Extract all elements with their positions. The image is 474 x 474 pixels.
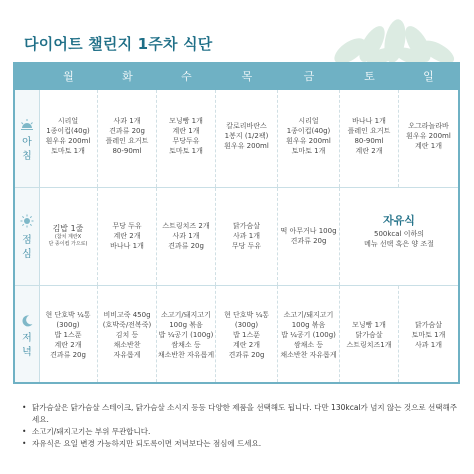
meal-label-char: 녁: [22, 347, 32, 358]
cell-line: 모닝빵 1개: [169, 117, 203, 125]
cell-line: 80-90ml: [112, 147, 142, 155]
cell-line: 견과류 20g: [290, 237, 327, 245]
free-meal-desc: 500kcal 이하의: [373, 230, 424, 238]
cell-line: 견과류 20g: [168, 242, 204, 250]
cell-line: 계란 2개: [54, 341, 82, 349]
cell-line: 현 단호박 ¼통: [45, 311, 91, 319]
cell-line: 밥 ¼공기 (100g): [281, 331, 336, 339]
cell-line: 비비고죽 450g: [103, 311, 151, 319]
cell-line: 1봉지 (1/2팩): [224, 132, 269, 140]
cell-line: 1종이컵(40g): [46, 127, 90, 135]
cell-line: 흰우유 200ml: [286, 137, 331, 145]
cell-line: 닭가슴살: [355, 331, 383, 339]
cell-line: 떡 아무거나 100g: [280, 227, 337, 235]
day-header: 수: [181, 70, 192, 83]
cell-line: (호박죽/전복죽): [102, 321, 152, 329]
free-meal-cell: [340, 188, 458, 285]
meal-label-char: 침: [22, 151, 32, 162]
cell-line: (참치 계란X: [54, 234, 82, 240]
cell-line: 스트링치즈1개: [346, 341, 392, 349]
day-header: 화: [122, 70, 133, 83]
cell-line: 플레인 요거트: [105, 137, 149, 145]
cell-line: 밥 1스푼: [233, 331, 260, 339]
day-header: 토: [364, 70, 375, 83]
notes-list: [22, 402, 462, 450]
meal-cell: [399, 90, 458, 187]
cell-line: 계란 2개: [355, 147, 383, 155]
cell-line: 사과 1개: [415, 341, 442, 349]
meal-cell: [216, 188, 278, 285]
cell-line: 사과 1개: [113, 117, 141, 125]
cell-line: 토마토 1개: [291, 147, 326, 155]
cell-line: 바나나 1개: [110, 242, 144, 250]
meal-cell: [157, 188, 216, 285]
meal-cell: [157, 90, 216, 187]
cell-line: 흰우유 200ml: [406, 132, 451, 140]
meal-cell: [340, 90, 399, 187]
day-header: 목: [241, 70, 253, 83]
meal-cell: [39, 286, 98, 382]
cell-line: 토마토 1개: [169, 147, 203, 155]
note-item: • 닭가슴살은 닭가슴살 스테이크, 닭가슴살 소시지 등등 다양한 제품을 선택해도 됩니다. 다만 130kcal가 넘지 않는 것으로 선택해주세요.: [22, 402, 462, 426]
meal-label-char: 점: [22, 235, 32, 246]
cell-line: 시리얼: [57, 117, 79, 125]
meal-label-char: 심: [22, 249, 32, 260]
cell-line: 쌈채소 등: [293, 341, 324, 349]
free-meal-title: 자유식: [383, 214, 415, 227]
meal-label-char: 아: [22, 137, 32, 148]
day-header: 금: [303, 70, 315, 83]
sunrise-icon: [20, 118, 34, 132]
cell-line: 채소반찬 자유롭게: [280, 351, 337, 359]
meal-cell: [278, 90, 340, 187]
free-meal-desc: 메뉴 선택 혹은 양 조절: [364, 240, 434, 248]
meal-cell: [98, 90, 157, 187]
cell-line: 쌈채소 등: [171, 341, 201, 349]
cell-line: 김치 등: [115, 331, 139, 339]
meal-cell: [39, 90, 98, 187]
cell-line: 80-90ml: [354, 137, 384, 145]
cell-line: 100g 볶음: [291, 321, 326, 329]
cell-line: 채소반찬 자유롭게: [157, 351, 215, 359]
meal-cell: [216, 90, 278, 187]
cell-line: 시리얼: [298, 117, 319, 125]
cell-line: 닭가슴살: [232, 222, 261, 230]
cell-line: 스트링치즈 2개: [162, 222, 210, 230]
meal-cell: [39, 188, 98, 285]
cell-line: 무당 두유: [231, 242, 262, 250]
cell-line: 밥 1스푼: [54, 331, 82, 339]
cell-line: 견과류 20g: [109, 127, 145, 135]
cell-line: 소고기/돼지고기: [161, 311, 211, 319]
meal-cell: [399, 286, 458, 382]
note-item: • 소고기/돼지고기는 부위 무관합니다.: [22, 426, 462, 438]
page-title: 다이어트 챌린지 1주차 식단: [24, 35, 213, 53]
meal-cell: [216, 286, 278, 382]
moon-icon: [20, 314, 34, 328]
cell-line: 자유롭게: [113, 351, 141, 359]
day-header: 일: [423, 70, 434, 83]
meal-cell: [340, 286, 399, 382]
cell-line: 계란 2개: [233, 341, 260, 349]
meal-cell: [278, 188, 340, 285]
day-header: 월: [63, 70, 74, 83]
cell-line: 사과 1개: [172, 232, 200, 240]
cell-line: 계란 1개: [415, 142, 442, 150]
cell-line: 1종이컵(40g): [286, 127, 331, 135]
meal-table: [13, 62, 460, 384]
cell-line: 무당 두유: [112, 222, 142, 230]
cell-line: 견과류 20g: [50, 351, 86, 359]
row-label-breakfast: [15, 90, 40, 187]
cell-line: 토마토 1개: [411, 331, 446, 339]
cell-line: 무당두유: [172, 137, 200, 145]
cell-line: 100g 볶음: [169, 321, 203, 329]
cell-line: (300g): [56, 321, 80, 329]
row-label-dinner: [15, 286, 40, 382]
cell-line: 바나나 1개: [352, 117, 386, 125]
sun-icon: [20, 214, 34, 228]
cell-line: 채소반찬: [113, 341, 141, 349]
cell-line: 사과 1개: [233, 232, 260, 240]
cell-line: 흰우유 200ml: [224, 142, 269, 150]
day-header-row: [15, 64, 458, 90]
cell-line: 토마토 1개: [51, 147, 85, 155]
cell-line: 계란 1개: [172, 127, 200, 135]
meal-cell: [98, 188, 157, 285]
meal-cell: [98, 286, 157, 382]
cell-line: 계란 2개: [113, 232, 141, 240]
cell-line: 모닝빵 1개: [352, 321, 386, 329]
cell-line: 단 종이컵 가으로): [48, 241, 88, 247]
cell-line: 소고기/돼지고기: [283, 311, 334, 319]
cell-line: 흰우유 200ml: [45, 137, 91, 145]
cell-line: (300g): [234, 321, 259, 329]
cell-line: 김밥 1줄: [52, 224, 84, 233]
cell-line: 견과류 20g: [228, 351, 265, 359]
meal-cell: [157, 286, 216, 382]
cell-line: 플레인 요거트: [347, 127, 391, 135]
cell-line: 오그라놀라바: [408, 122, 449, 130]
note-item: • 자유식은 요일 변경 가능하지만 되도록이면 저녁보다는 점심에 드세요.: [22, 438, 462, 450]
leaf-decoration-icon: [310, 6, 460, 66]
meal-cell: [278, 286, 340, 382]
cell-line: 현 단호박 ¼통: [223, 311, 270, 319]
row-label-lunch: [15, 188, 40, 285]
meal-label-char: 저: [22, 333, 32, 344]
cell-line: 닭가슴살: [414, 321, 443, 329]
cell-line: 칼로리바란스: [226, 122, 267, 130]
cell-line: 밥 ¼공기 (100g): [158, 331, 214, 339]
